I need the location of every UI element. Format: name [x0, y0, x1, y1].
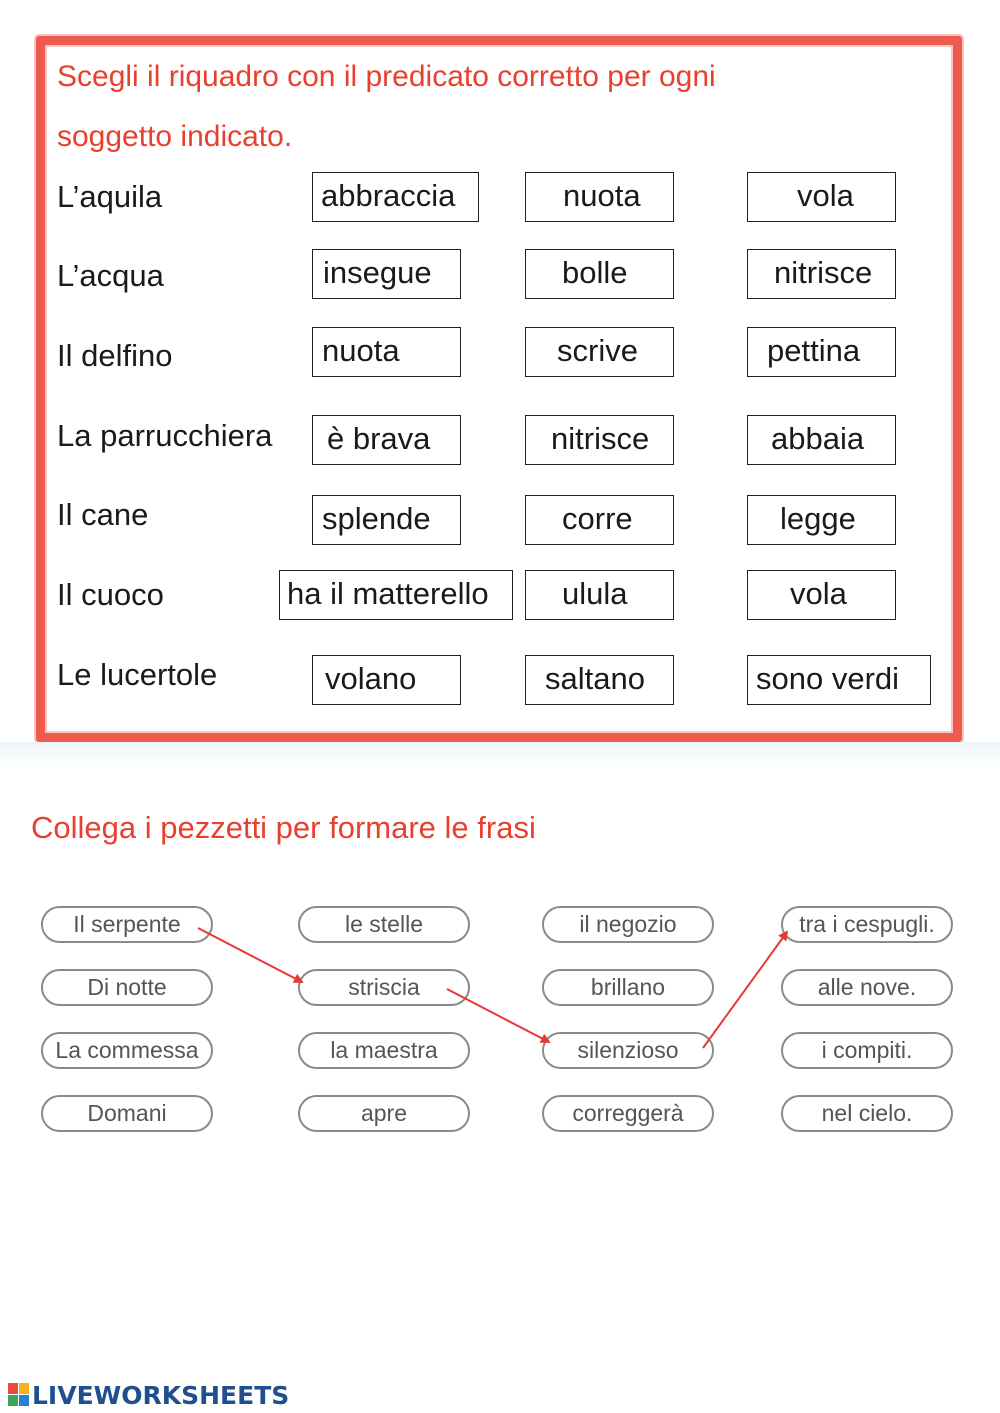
choice-row-1-option-1[interactable]: abbraccia	[312, 172, 479, 222]
arrow-silenzioso-to-cespugli	[703, 932, 787, 1048]
subject-row-1: L’aquila	[57, 179, 163, 214]
instruction-line-1: Scegli il riquadro con il predicato corretto per ogni	[57, 60, 716, 93]
liveworksheets-logo-icon	[8, 1383, 30, 1407]
phrase-pill-col3-row4[interactable]: correggerà	[542, 1095, 714, 1132]
logo-text: LIVEWORKSHEETS	[32, 1380, 290, 1410]
phrase-pill-col4-row2[interactable]: alle nove.	[781, 969, 953, 1006]
choice-row-2-option-2[interactable]: bolle	[525, 249, 674, 299]
choice-row-4-option-2[interactable]: nitrisce	[525, 415, 674, 465]
choice-row-5-option-1[interactable]: splende	[312, 495, 461, 545]
phrase-pill-col2-row3[interactable]: la maestra	[298, 1032, 470, 1069]
choice-row-7-option-3[interactable]: sono verdi	[747, 655, 931, 705]
choice-row-1-option-2[interactable]: nuota	[525, 172, 674, 222]
subject-row-6: Il cuoco	[57, 577, 164, 612]
exercise-2-title: Collega i pezzetti per formare le frasi	[31, 810, 536, 845]
choice-row-5-option-3[interactable]: legge	[747, 495, 896, 545]
choice-row-3-option-2[interactable]: scrive	[525, 327, 674, 377]
phrase-pill-col2-row2[interactable]: striscia	[298, 969, 470, 1006]
liveworksheets-logo	[8, 1380, 289, 1410]
choice-row-3-option-1[interactable]: nuota	[312, 327, 461, 377]
choice-row-6-option-3[interactable]: vola	[747, 570, 896, 620]
phrase-pill-col4-row1[interactable]: tra i cespugli.	[781, 906, 953, 943]
choice-row-6-option-2[interactable]: ulula	[525, 570, 674, 620]
subject-row-5: Il cane	[57, 497, 149, 532]
choice-row-4-option-3[interactable]: abbaia	[747, 415, 896, 465]
choice-row-1-option-3[interactable]: vola	[747, 172, 896, 222]
choice-row-3-option-3[interactable]: pettina	[747, 327, 896, 377]
phrase-pill-col4-row3[interactable]: i compiti.	[781, 1032, 953, 1069]
arrow-serpente-to-striscia	[198, 928, 302, 982]
choice-row-5-option-2[interactable]: corre	[525, 495, 674, 545]
choice-row-2-option-3[interactable]: nitrisce	[747, 249, 896, 299]
choice-row-2-option-1[interactable]: insegue	[312, 249, 461, 299]
instruction-line-2: soggetto indicato.	[57, 120, 293, 153]
phrase-pill-col1-row4[interactable]: Domani	[41, 1095, 213, 1132]
phrase-pill-col4-row4[interactable]: nel cielo.	[781, 1095, 953, 1132]
phrase-pill-col2-row1[interactable]: le stelle	[298, 906, 470, 943]
subject-row-4: La parrucchiera	[57, 418, 273, 453]
phrase-pill-col3-row3[interactable]: silenzioso	[542, 1032, 714, 1069]
phrase-pill-col1-row1[interactable]: Il serpente	[41, 906, 213, 943]
choice-row-7-option-2[interactable]: saltano	[525, 655, 674, 705]
choice-row-4-option-1[interactable]: è brava	[312, 415, 461, 465]
subject-row-7: Le lucertole	[57, 657, 218, 692]
arrow-striscia-to-silenzioso	[447, 989, 549, 1042]
subject-row-3: Il delfino	[57, 338, 173, 373]
choice-row-6-option-1[interactable]: ha il matterello	[279, 570, 513, 620]
subject-row-2: L’acqua	[57, 258, 164, 293]
phrase-pill-col1-row2[interactable]: Di notte	[41, 969, 213, 1006]
phrase-pill-col3-row2[interactable]: brillano	[542, 969, 714, 1006]
phrase-pill-col3-row1[interactable]: il negozio	[542, 906, 714, 943]
phrase-pill-col1-row3[interactable]: La commessa	[41, 1032, 213, 1069]
choice-row-7-option-1[interactable]: volano	[312, 655, 461, 705]
phrase-pill-col2-row4[interactable]: apre	[298, 1095, 470, 1132]
